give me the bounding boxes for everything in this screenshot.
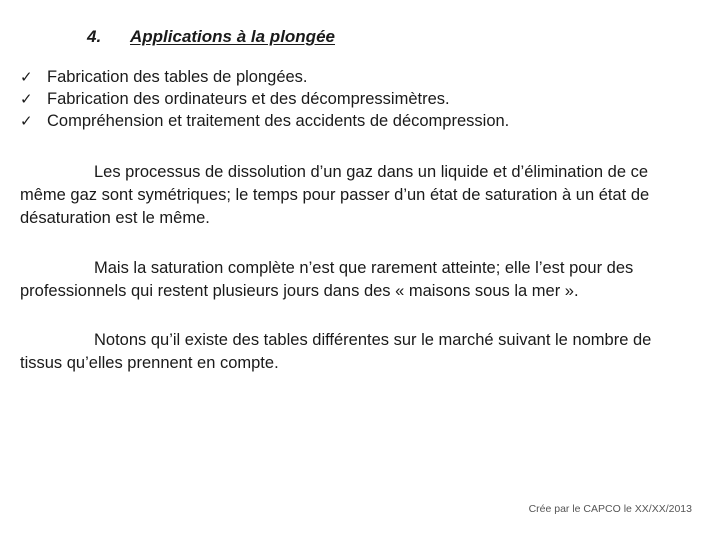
- checklist-item-text: Fabrication des tables de plongées.: [47, 68, 308, 86]
- check-icon: ✓: [20, 90, 33, 108]
- section-number: 4.: [87, 27, 102, 46]
- applications-checklist: [20, 66, 509, 132]
- check-icon: ✓: [20, 68, 33, 86]
- checklist-item-text: Compréhension et traitement des accidents de décompression.: [47, 112, 510, 130]
- checklist-item: [20, 88, 509, 110]
- paragraph-saturation: Mais la saturation complète n’est que rarement atteinte; elle l’est pour des professionnels qui restent plusieurs jours dans des « maisons sous la mer ».: [20, 259, 634, 300]
- check-icon: ✓: [20, 112, 33, 130]
- section-heading: [87, 27, 335, 47]
- paragraph-tables: Notons qu’il existe des tables différentes sur le marché suivant le nombre de tissus qu’elles prennent en compte.: [20, 331, 652, 372]
- section-title: Applications à la plongée: [130, 27, 335, 46]
- checklist-item: [20, 66, 509, 88]
- footer-credit: Crée par le CAPCO le XX/XX/2013: [528, 503, 692, 515]
- checklist-item-text: Fabrication des ordinateurs et des décompressimètres.: [47, 90, 450, 108]
- checklist-item: [20, 110, 509, 132]
- paragraph-dissolution: Les processus de dissolution d’un gaz dans un liquide et d’élimination de ce même gaz sont symétriques; le temps pour passer d’un état de saturation à un état de désaturation est le même.: [20, 163, 650, 227]
